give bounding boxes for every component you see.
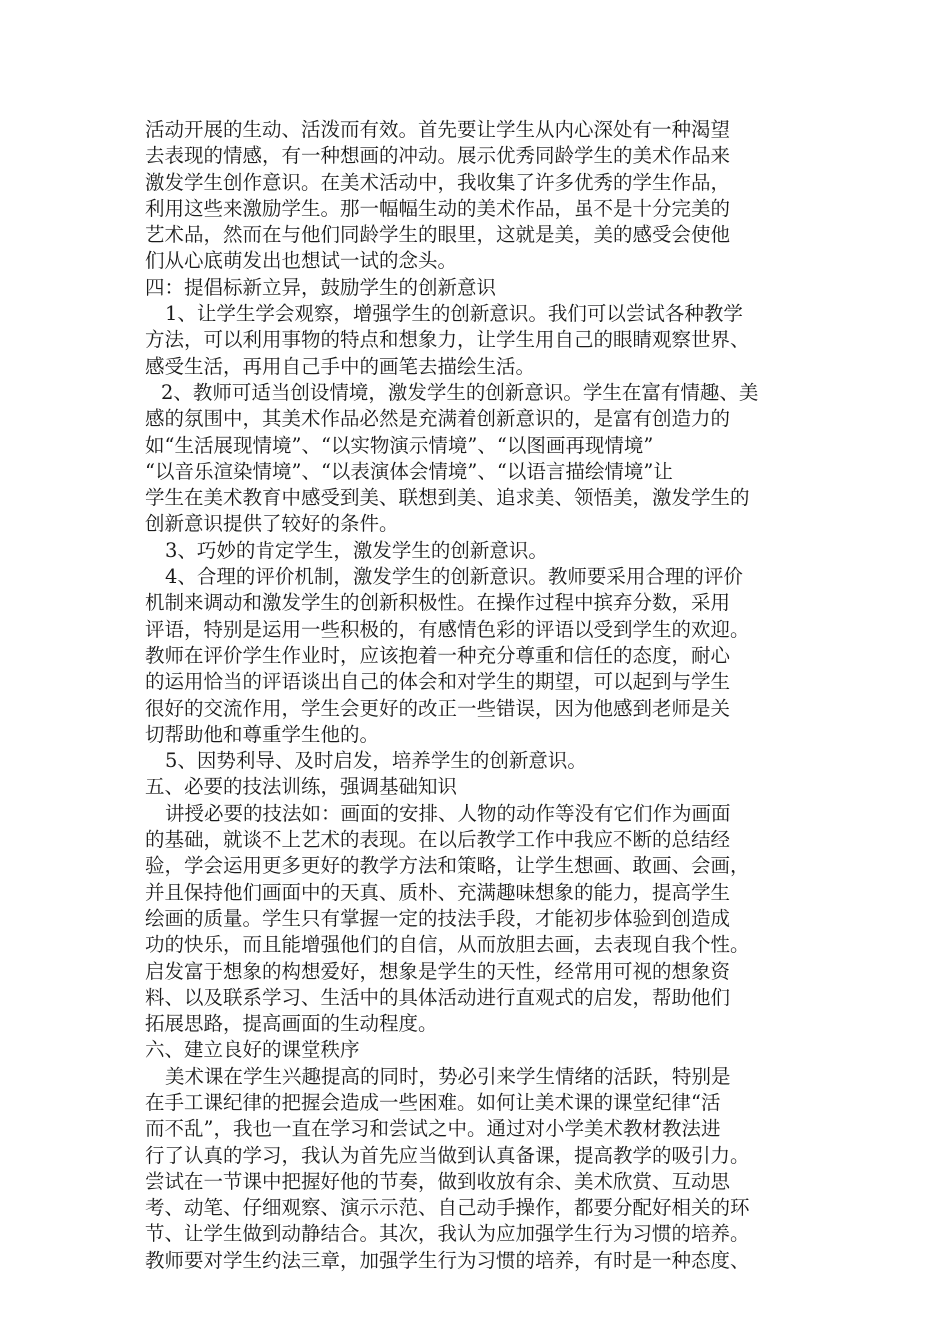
text-line: 感的氛围中，其美术作品必然是充满着创新意识的，是富有创造力的: [145, 407, 731, 431]
text-line: 启发富于想象的构想爱好，想象是学生的天性，经常用可视的想象资: [145, 959, 731, 983]
text-line: “以音乐渲染情境”、“以表演体会情境”、“以语言描绘情境”让: [145, 459, 673, 483]
text-line: 很好的交流作用，学生会更好的改正一些错误，因为他感到老师是关: [145, 696, 731, 720]
text-line: 创新意识提供了较好的条件。: [145, 512, 399, 536]
text-line: 如“生活展现情境”、“以实物演示情境”、“以图画再现情境”: [145, 433, 654, 457]
text-line: 的运用恰当的评语谈出自己的体会和对学生的期望，可以起到与学生: [145, 670, 731, 694]
text-line: 拓展思路，提高画面的生动程度。: [145, 1012, 438, 1036]
text-line: 而不乱”，我也一直在学习和尝试之中。通过对小学美术教材教法进: [145, 1117, 721, 1141]
text-line: 艺术品，然而在与他们同龄学生的眼里，这就是美，美的感受会使他: [145, 223, 731, 247]
text-line: 们从心底萌发出也想试一试的念头。: [145, 249, 458, 273]
text-line: 2、教师可适当创设情境，激发学生的创新意识。学生在富有情趣、美: [161, 380, 759, 404]
text-line: 4、合理的评价机制，激发学生的创新意识。教师要采用合理的评价: [165, 565, 743, 589]
document-body: [145, 117, 815, 1274]
text-line: 激发学生创作意识。在美术活动中，我收集了许多优秀的学生作品，: [145, 170, 731, 194]
text-line: 活动开展的生动、活泼而有效。首先要让学生从内心深处有一种渴望: [145, 118, 731, 141]
text-line: 功的快乐，而且能增强他们的自信，从而放胆去画，去表现自我个性。: [145, 933, 750, 957]
text-line: 学生在美术教育中感受到美、联想到美、追求美、领悟美，激发学生的: [145, 486, 750, 510]
text-line: 机制来调动和激发学生的创新积极性。在操作过程中摈弃分数，采用: [145, 591, 731, 615]
text-line: 1、让学生学会观察，增强学生的创新意识。我们可以尝试各种教学: [165, 302, 743, 326]
text-line: 在手工课纪律的把握会造成一些困难。如何让美术课的课堂纪律“活: [145, 1090, 721, 1114]
text-line: 四：提倡标新立异，鼓励学生的创新意识: [145, 275, 497, 299]
text-line: 讲授必要的技法如：画面的安排、人物的动作等没有它们作为画面: [165, 801, 731, 825]
text-line: 利用这些来激励学生。那一幅幅生动的美术作品，虽不是十分完美的: [145, 196, 731, 220]
text-line: 验，学会运用更多更好的教学方法和策略，让学生想画、敢画、会画，: [145, 854, 750, 878]
text-line: 教师要对学生约法三章，加强学生行为习惯的培养，有时是一种态度、: [145, 1248, 750, 1272]
text-line: 去表现的情感，有一种想画的冲动。展示优秀同龄学生的美术作品来: [145, 144, 731, 168]
text-line: 评语，特别是运用一些积极的，有感情色彩的评语以受到学生的欢迎。: [145, 617, 750, 641]
text-line: 的基础，就谈不上艺术的表现。在以后教学工作中我应不断的总结经: [145, 828, 731, 852]
text-line: 教师在评价学生作业时，应该抱着一种充分尊重和信任的态度，耐心: [145, 643, 731, 667]
text-line: 感受生活，再用自己手中的画笔去描绘生活。: [145, 354, 536, 378]
text-line: 料、以及联系学习、生活中的具体活动进行直观式的启发，帮助他们: [145, 985, 731, 1009]
text-line: 并且保持他们画面中的天真、质朴、充满趣味想象的能力，提高学生: [145, 880, 731, 904]
text-line: 3、巧妙的肯定学生，激发学生的创新意识。: [165, 538, 548, 562]
text-line: 切帮助他和尊重学生他的。: [145, 722, 380, 746]
text-line: 绘画的质量。学生只有掌握一定的技法手段，才能初步体验到创造成: [145, 906, 731, 930]
text-line: 考、动笔、仔细观察、演示示范、自己动手操作，都要分配好相关的环: [145, 1196, 750, 1220]
text-line: 节、让学生做到动静结合。其次，我认为应加强学生行为习惯的培养。: [145, 1222, 750, 1246]
text-line: 六、建立良好的课堂秩序: [145, 1038, 360, 1062]
text-line: 尝试在一节课中把握好他的节奏，做到收放有余、美术欣赏、互动思: [145, 1169, 731, 1193]
text-line: 五、必要的技法训练，强调基础知识: [145, 775, 458, 799]
text-line: 方法，可以利用事物的特点和想象力，让学生用自己的眼睛观察世界、: [145, 328, 750, 352]
text-line: 美术课在学生兴趣提高的同时，势必引来学生情绪的活跃，特别是: [165, 1064, 731, 1088]
text-line: 行了认真的学习，我认为首先应当做到认真备课，提高教学的吸引力。: [145, 1143, 750, 1167]
text-line: 5、因势利导、及时启发，培养学生的创新意识。: [165, 749, 587, 773]
